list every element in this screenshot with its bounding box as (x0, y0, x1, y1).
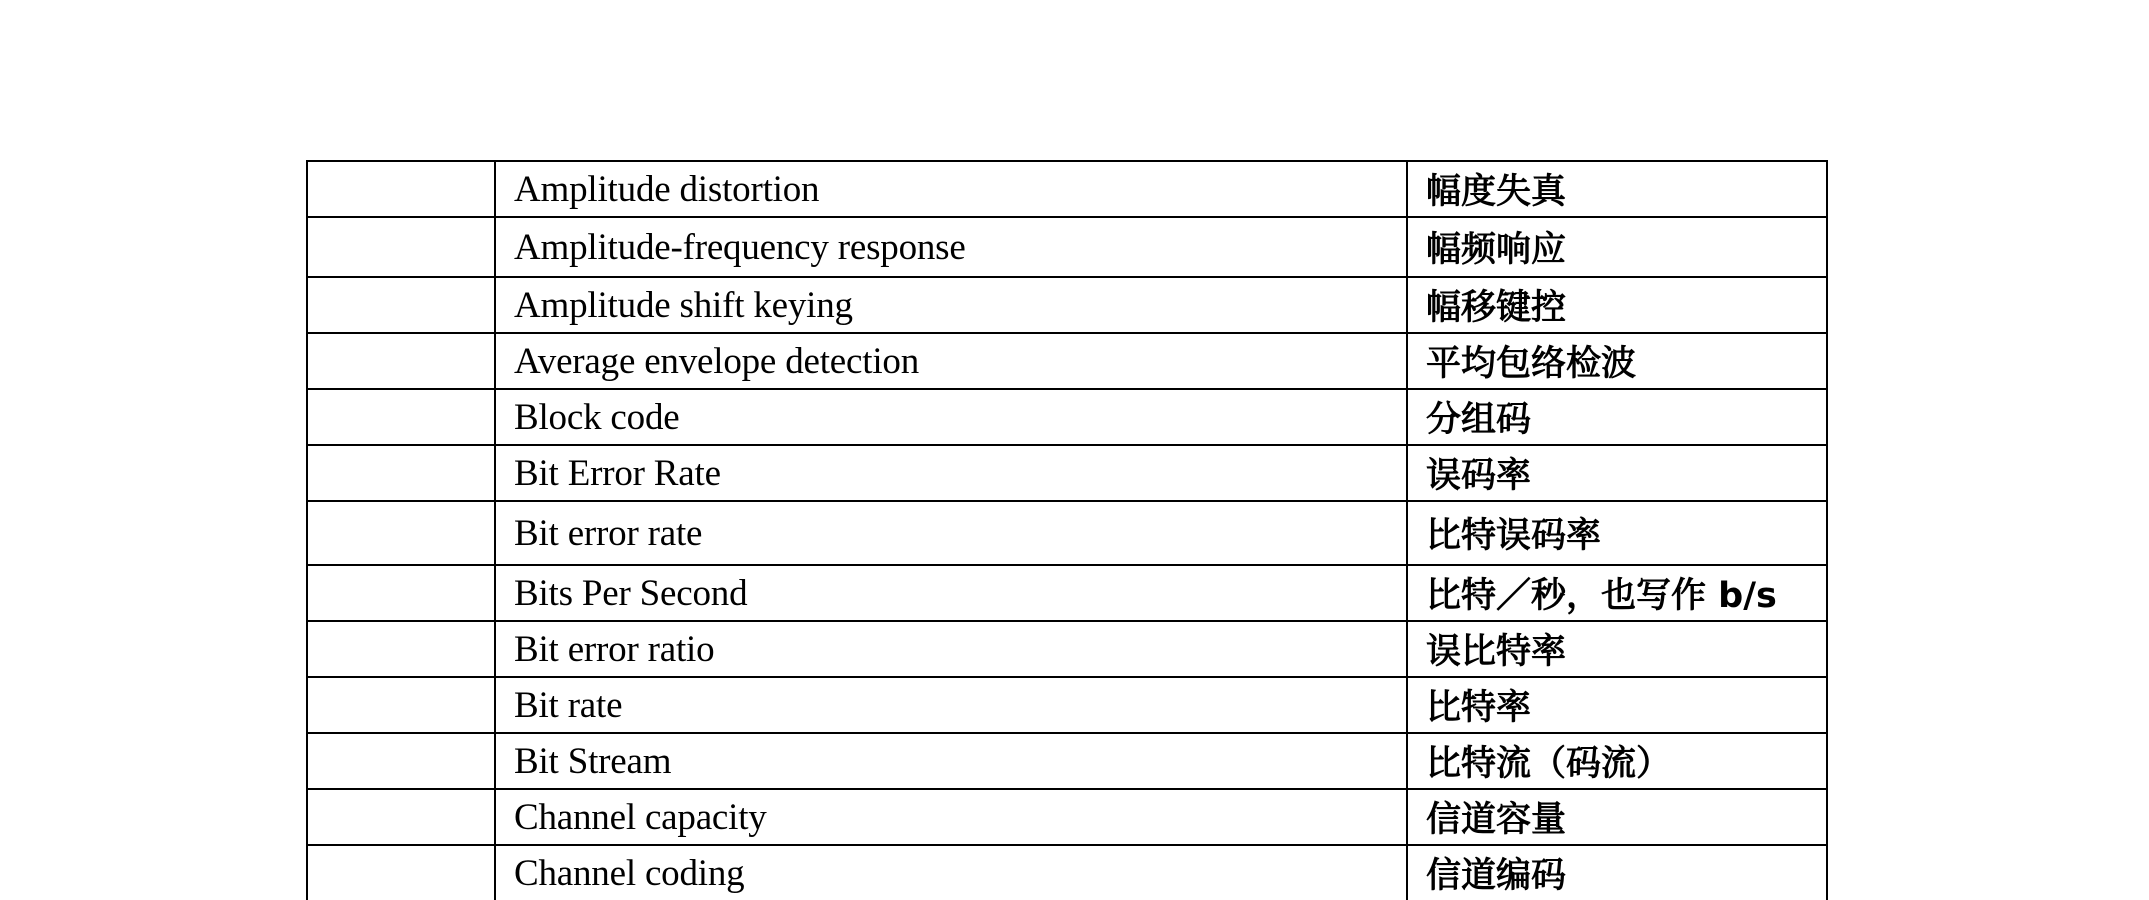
english-term-cell: Average envelope detection (495, 333, 1407, 389)
chinese-term-cell: 幅度失真 (1407, 161, 1827, 217)
row-number-cell (307, 621, 495, 677)
table-row (307, 621, 1827, 677)
english-term-cell: Bit Stream (495, 733, 1407, 789)
chinese-term-cell: 比特率 (1407, 677, 1827, 733)
table-row (307, 733, 1827, 789)
row-number-cell (307, 333, 495, 389)
table-row (307, 789, 1827, 845)
chinese-term-cell: 比特误码率 (1407, 501, 1827, 565)
english-term-cell: Channel coding (495, 845, 1407, 900)
table-row (307, 389, 1827, 445)
table-row (307, 277, 1827, 333)
table-row (307, 217, 1827, 277)
chinese-term-cell: 比特／秒，也写作 b/s (1407, 565, 1827, 621)
chinese-term-cell: 幅移键控 (1407, 277, 1827, 333)
row-number-cell (307, 501, 495, 565)
english-term-cell: Channel capacity (495, 789, 1407, 845)
row-number-cell (307, 733, 495, 789)
chinese-term-cell: 比特流（码流） (1407, 733, 1827, 789)
english-term-cell: Bit error rate (495, 501, 1407, 565)
chinese-term-cell: 信道容量 (1407, 789, 1827, 845)
table-row (307, 501, 1827, 565)
chinese-term-cell: 幅频响应 (1407, 217, 1827, 277)
table-row (307, 565, 1827, 621)
english-term-cell: Bit Error Rate (495, 445, 1407, 501)
row-number-cell (307, 277, 495, 333)
row-number-cell (307, 445, 495, 501)
english-term-cell: Bit error ratio (495, 621, 1407, 677)
chinese-term-cell: 误比特率 (1407, 621, 1827, 677)
table-row (307, 677, 1827, 733)
chinese-term-cell: 信道编码 (1407, 845, 1827, 900)
row-number-cell (307, 677, 495, 733)
chinese-term-cell: 平均包络检波 (1407, 333, 1827, 389)
row-number-cell (307, 845, 495, 900)
row-number-cell (307, 789, 495, 845)
table-row (307, 845, 1827, 900)
english-term-cell: Bit rate (495, 677, 1407, 733)
english-term-cell: Amplitude-frequency response (495, 217, 1407, 277)
english-term-cell: Amplitude shift keying (495, 277, 1407, 333)
row-number-cell (307, 565, 495, 621)
chinese-term-cell: 误码率 (1407, 445, 1827, 501)
row-number-cell (307, 389, 495, 445)
table-row (307, 333, 1827, 389)
english-term-cell: Bits Per Second (495, 565, 1407, 621)
english-term-cell: Amplitude distortion (495, 161, 1407, 217)
table-row (307, 445, 1827, 501)
chinese-term-cell: 分组码 (1407, 389, 1827, 445)
row-number-cell (307, 217, 495, 277)
english-term-cell: Block code (495, 389, 1407, 445)
row-number-cell (307, 161, 495, 217)
glossary-table (306, 160, 1828, 900)
table-row (307, 161, 1827, 217)
